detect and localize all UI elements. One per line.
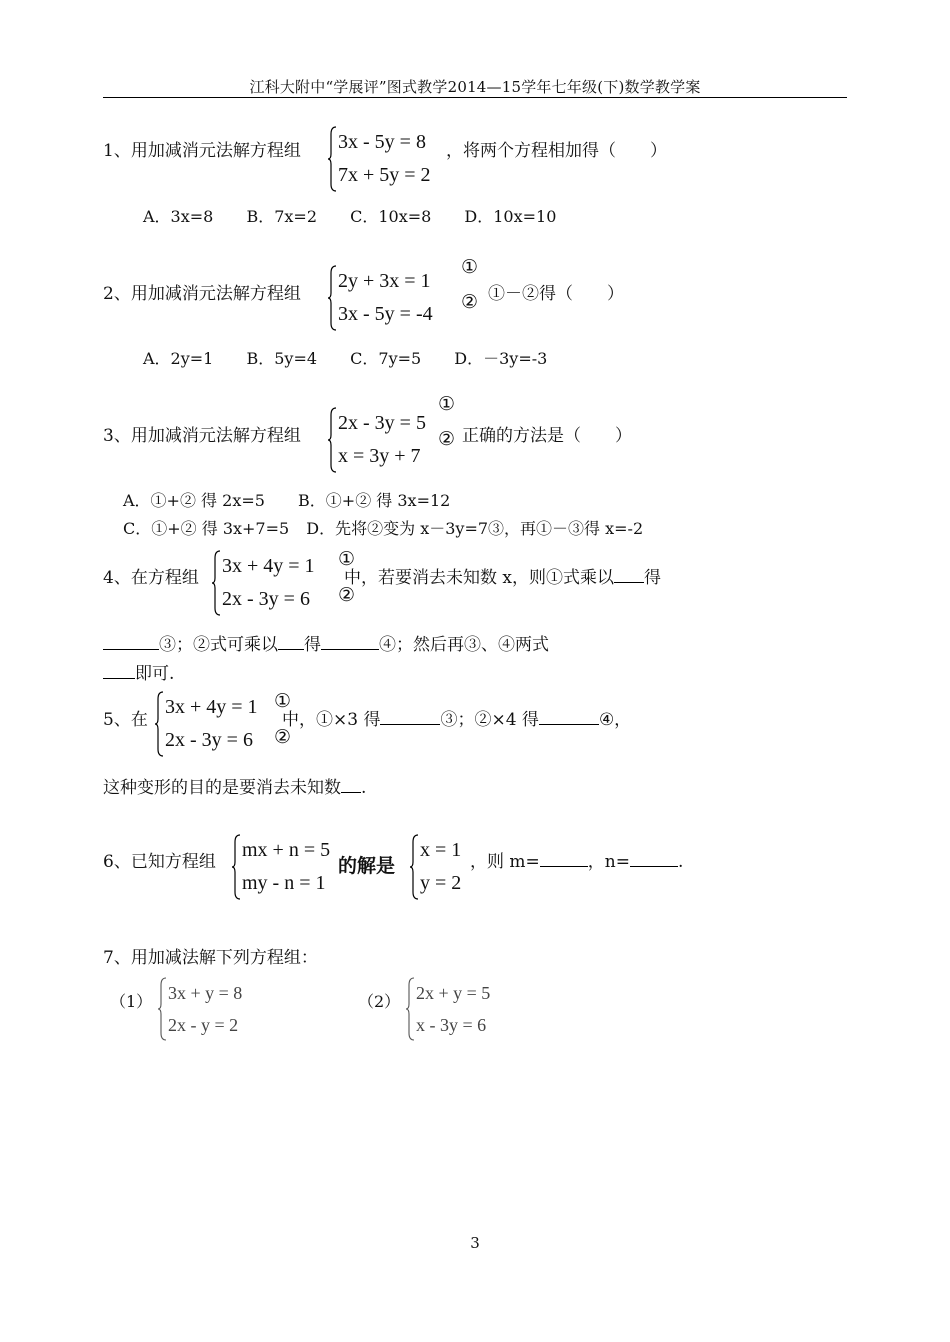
q1-eq1: 3x - 5y = 8 — [338, 131, 426, 153]
q5-blank-1[interactable] — [380, 708, 440, 725]
q4-mark1: ① — [338, 548, 356, 570]
q2-option-d: D．－3y=-3 — [454, 349, 548, 368]
q1-eq2: 7x + 5y = 2 — [338, 164, 431, 186]
q1-tail: ，将两个方程相加得（ ） — [446, 141, 667, 161]
q4-line3 — [103, 659, 174, 684]
q5-blank-3[interactable] — [341, 776, 361, 793]
q6-sol2: y = 2 — [420, 872, 462, 894]
q2-option-a: A．2y=1 — [143, 349, 214, 368]
q2-mark1: ① — [461, 256, 479, 278]
q6-tail-b: ，n= — [587, 852, 630, 872]
q3-option-a: A．①+② 得 2x=5 — [123, 491, 265, 510]
q3-option-c: C．①+② 得 3x+7=5 — [123, 519, 290, 538]
page-header: 江科大附中“学展评”图式教学2014—15学年七年级(下)数学教学案 — [249, 78, 701, 96]
q3-option-b: B．①+② 得 3x=12 — [298, 491, 451, 510]
q5-mark1: ① — [274, 690, 292, 712]
q6-tail — [470, 847, 683, 872]
q7-part2-eq2: x - 3y = 6 — [416, 1015, 487, 1035]
q1-option-b: B．7x=2 — [246, 207, 318, 226]
q2-option-c: C．7y=5 — [350, 349, 422, 368]
q4-label: 4、在方程组 — [103, 568, 199, 588]
q4-mark2: ② — [338, 584, 356, 606]
q4-blank-2[interactable] — [103, 633, 159, 650]
q3-option-d: D．先将②变为 x－3y=7③，再①－③得 x=-2 — [306, 519, 644, 538]
brace-icon — [232, 834, 241, 900]
q3-options-row2 — [123, 516, 671, 539]
q5-eq2: 2x - 3y = 6 — [165, 729, 253, 751]
q4-eq1: 3x + 4y = 1 — [222, 555, 315, 577]
q4-line2 — [103, 630, 549, 655]
q4-blank-4[interactable] — [321, 633, 379, 650]
q7-part2-label: （2） — [358, 992, 401, 1011]
q1-options — [143, 204, 584, 227]
brace-icon — [410, 834, 419, 900]
brace-icon — [406, 977, 415, 1041]
q5-label: 5、在 — [103, 710, 148, 730]
q7-part1-eq1: 3x + y = 8 — [168, 983, 243, 1003]
q3-eq1: 2x - 3y = 5 — [338, 412, 426, 434]
q2-options — [143, 346, 575, 369]
q2-eq1: 2y + 3x = 1 — [338, 270, 431, 292]
q5-line2-end: . — [361, 778, 367, 798]
q6-tail-a: ，则 m= — [470, 852, 540, 872]
q3-label: 3、用加减消元法解方程组 — [103, 426, 301, 446]
q3-mark2: ② — [438, 428, 456, 450]
q6-eq2: my - n = 1 — [242, 872, 326, 894]
q6-blank-m[interactable] — [540, 850, 588, 867]
q4-eq2: 2x - 3y = 6 — [222, 588, 310, 610]
q1-label: 1、用加减消元法解方程组 — [103, 141, 301, 161]
brace-icon — [155, 691, 164, 757]
q3-tail: 正确的方法是（ ） — [462, 426, 632, 446]
q5-tail-c: ④， — [598, 710, 632, 730]
q7-part1-eq2: 2x - y = 2 — [168, 1015, 239, 1035]
brace-icon — [212, 550, 221, 616]
page-number: 3 — [470, 1234, 480, 1252]
q2-tail: ①－②得（ ） — [488, 284, 624, 304]
q3-mark1: ① — [438, 393, 456, 415]
brace-icon — [158, 977, 167, 1041]
q5-eq1: 3x + 4y = 1 — [165, 696, 258, 718]
q6-eq1: mx + n = 5 — [242, 839, 331, 861]
q3-eq2: x = 3y + 7 — [338, 445, 421, 467]
q1-option-a: A．3x=8 — [143, 207, 214, 226]
q2-eq2: 3x - 5y = -4 — [338, 303, 433, 325]
brace-icon — [328, 407, 337, 473]
q4-blank-1[interactable] — [614, 566, 644, 583]
q5-mark2: ② — [274, 726, 292, 748]
q7-part1-label: （1） — [110, 992, 153, 1011]
q4-line2-c: ④；然后再③、④两式 — [379, 635, 549, 655]
q4-tail-text2: 得 — [644, 568, 661, 588]
q4-tail-text: 中，若要消去未知数 x，则①式乘以 — [344, 568, 614, 588]
q3-options-row1 — [123, 488, 478, 511]
q1-option-d: D．10x=10 — [464, 207, 557, 226]
brace-icon — [328, 265, 337, 331]
q2-label: 2、用加减消元法解方程组 — [103, 284, 301, 304]
q7-label: 7、用加减法解下列方程组： — [103, 948, 318, 968]
q4-blank-3[interactable] — [278, 633, 304, 650]
q2-mark2: ② — [461, 291, 479, 313]
q4-line2-a: ③；②式可乘以 — [159, 635, 278, 655]
q4-line3-text: 即可. — [135, 664, 175, 684]
q4-tail — [344, 563, 661, 588]
q6-sol1: x = 1 — [420, 839, 462, 861]
q4-blank-5[interactable] — [103, 662, 135, 679]
q5-tail — [282, 705, 631, 730]
q6-label: 6、已知方程组 — [103, 852, 216, 872]
q2-option-b: B．5y=4 — [246, 349, 318, 368]
header-rule — [103, 97, 847, 98]
q4-line2-b: 得 — [304, 635, 321, 655]
q1-option-c: C．10x=8 — [350, 207, 432, 226]
q6-blank-n[interactable] — [630, 850, 678, 867]
brace-icon — [328, 126, 337, 192]
q6-tail-c: . — [677, 852, 684, 872]
q7-part2-eq1: 2x + y = 5 — [416, 983, 491, 1003]
q5-blank-2[interactable] — [539, 708, 599, 725]
q5-tail-a: 中，①×3 得 — [282, 710, 381, 730]
q5-tail-b: ③；②×4 得 — [440, 710, 539, 730]
q5-line2-text: 这种变形的目的是要消去未知数 — [103, 778, 341, 798]
q6-middle: 的解是 — [338, 855, 396, 877]
q5-line2 — [103, 773, 366, 798]
